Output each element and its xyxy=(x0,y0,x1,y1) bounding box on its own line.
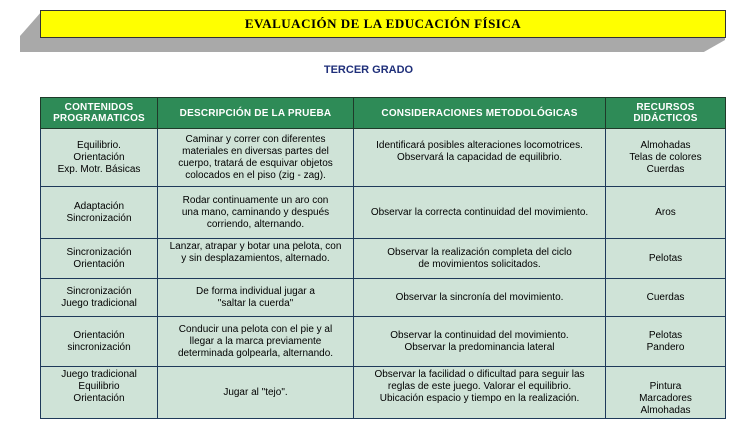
header-contenidos xyxy=(41,98,158,129)
cell-line: Equilibrio. xyxy=(77,139,121,151)
table-row xyxy=(41,317,726,367)
grade-subtitle: TERCER GRADO xyxy=(323,64,414,76)
cell-line: una mano, caminando y después xyxy=(181,206,330,218)
cell-descripcion xyxy=(158,129,354,187)
cell-line: De forma individual jugar a xyxy=(196,285,315,297)
cell-recursos xyxy=(606,187,726,239)
cell-contenidos xyxy=(41,129,158,187)
table-header-row xyxy=(41,98,726,129)
cell-line: de movimientos solicitados. xyxy=(418,258,541,270)
cell-line: Adaptación xyxy=(73,200,125,212)
cell-line: Observar la realización completa del ciclo xyxy=(387,246,572,258)
cell-line: Orientación xyxy=(73,258,125,270)
cell-recursos xyxy=(606,279,726,317)
cell-line: Caminar y correr con diferentes xyxy=(185,133,326,145)
cell-line: sincronización xyxy=(67,341,131,353)
cell-line: Observará la capacidad de equilibrio. xyxy=(396,151,563,163)
evaluation-table xyxy=(40,97,726,419)
cell-line: Sincronización xyxy=(66,285,132,297)
cell-line: Observar la facilidad o dificultad para seguir las xyxy=(374,368,585,380)
cell-line: Lanzar, atrapar y botar una pelota, con xyxy=(169,240,342,252)
cell-line: Cuerdas xyxy=(646,291,685,303)
cell-descripcion xyxy=(158,239,354,279)
cell-contenidos xyxy=(41,367,158,419)
cell-line xyxy=(358,405,601,417)
cell-line: corriendo, alternando. xyxy=(206,218,305,230)
cell-consideraciones xyxy=(354,317,606,367)
cell-line xyxy=(162,265,349,277)
cell-recursos xyxy=(606,239,726,279)
cell-descripcion xyxy=(158,279,354,317)
cell-line: Pintura xyxy=(649,380,682,392)
cell-consideraciones xyxy=(354,239,606,279)
cell-line: Marcadores xyxy=(639,392,692,404)
cell-line: Juego tradicional xyxy=(61,297,137,309)
cell-line: determinada golpearla, alternando. xyxy=(177,347,334,359)
cell-line: Cuerdas xyxy=(646,163,685,175)
cell-line: cuerpo, tratará de esquivar objetos xyxy=(178,157,333,169)
cell-consideraciones xyxy=(354,279,606,317)
cell-line: llegar a la marca previamente xyxy=(189,335,322,347)
header-line: CONTENIDOS xyxy=(64,102,134,113)
cell-contenidos xyxy=(41,317,158,367)
cell-line xyxy=(45,405,153,417)
cell-contenidos xyxy=(41,187,158,239)
cell-line: "saltar la cuerda" xyxy=(217,297,294,309)
cell-line xyxy=(358,164,601,176)
cell-line: Observar la correcta continuidad del movimiento. xyxy=(370,206,589,218)
header-line: PROGRAMATICOS xyxy=(53,113,145,124)
cell-line: materiales en diversas partes del xyxy=(182,145,329,157)
header-line: DIDÁCTICOS xyxy=(633,113,698,124)
cell-line: Observar la predominancia lateral xyxy=(404,341,555,353)
cell-descripcion xyxy=(158,367,354,419)
cell-consideraciones xyxy=(354,367,606,419)
cell-consideraciones xyxy=(354,129,606,187)
cell-recursos xyxy=(606,129,726,187)
header-line: CONSIDERACIONES METODOLÓGICAS xyxy=(381,107,578,119)
cell-line: Identificará posibles alteraciones locomotrices. xyxy=(376,139,583,151)
cell-recursos xyxy=(606,317,726,367)
cell-line: reglas de este juego. Valorar el equilibrio. xyxy=(387,380,572,392)
cell-contenidos xyxy=(41,239,158,279)
cell-line: Aros xyxy=(655,206,676,218)
cell-line: Telas de colores xyxy=(629,151,702,163)
cell-line: Orientación xyxy=(73,151,125,163)
table-row xyxy=(41,279,726,317)
cell-line: Exp. Motr. Básicas xyxy=(57,163,141,175)
table-row xyxy=(41,367,726,419)
table-body xyxy=(41,129,726,419)
header-line: DESCRIPCIÓN DE LA PRUEBA xyxy=(179,107,332,119)
cell-line: y sin desplazamientos, alternado. xyxy=(181,252,330,264)
cell-descripcion xyxy=(158,187,354,239)
cell-line: Pelotas xyxy=(648,329,683,341)
table-row xyxy=(41,239,726,279)
cell-line: Ubicación espacio y tiempo en la realización. xyxy=(379,392,580,404)
cell-line: Conducir una pelota con el pie y al xyxy=(178,323,333,335)
cell-line: colocados en el piso (zig - zag). xyxy=(185,169,326,181)
header-descripcion xyxy=(158,98,354,129)
cell-line: Orientación xyxy=(73,392,125,404)
cell-line: Rodar continuamente un aro con xyxy=(182,194,329,206)
cell-descripcion xyxy=(158,317,354,367)
cell-line xyxy=(610,369,721,381)
cell-recursos xyxy=(606,367,726,419)
cell-contenidos xyxy=(41,279,158,317)
cell-line: Pelotas xyxy=(648,252,683,264)
cell-line: Almohadas xyxy=(640,139,691,151)
header-recursos xyxy=(606,98,726,129)
cell-line: Sincronización xyxy=(66,246,132,258)
cell-line: Observar la continuidad del movimiento. xyxy=(390,329,569,341)
cell-line: Almohadas xyxy=(640,404,691,416)
cell-line: Juego tradicional xyxy=(61,368,137,380)
cell-line: Pandero xyxy=(646,341,685,353)
cell-line: Jugar al "tejo". xyxy=(223,386,288,398)
header-line: RECURSOS xyxy=(636,102,695,113)
cell-line: Sincronización xyxy=(66,212,132,224)
cell-line: Equilibrio xyxy=(78,380,120,392)
cell-line: Observar la sincronía del movimiento. xyxy=(395,291,564,303)
table-row xyxy=(41,187,726,239)
cell-line: Orientación xyxy=(73,329,125,341)
table-row xyxy=(41,129,726,187)
cell-consideraciones xyxy=(354,187,606,239)
page-title: EVALUACIÓN DE LA EDUCACIÓN FÍSICA xyxy=(40,10,726,38)
header-consideraciones xyxy=(354,98,606,129)
